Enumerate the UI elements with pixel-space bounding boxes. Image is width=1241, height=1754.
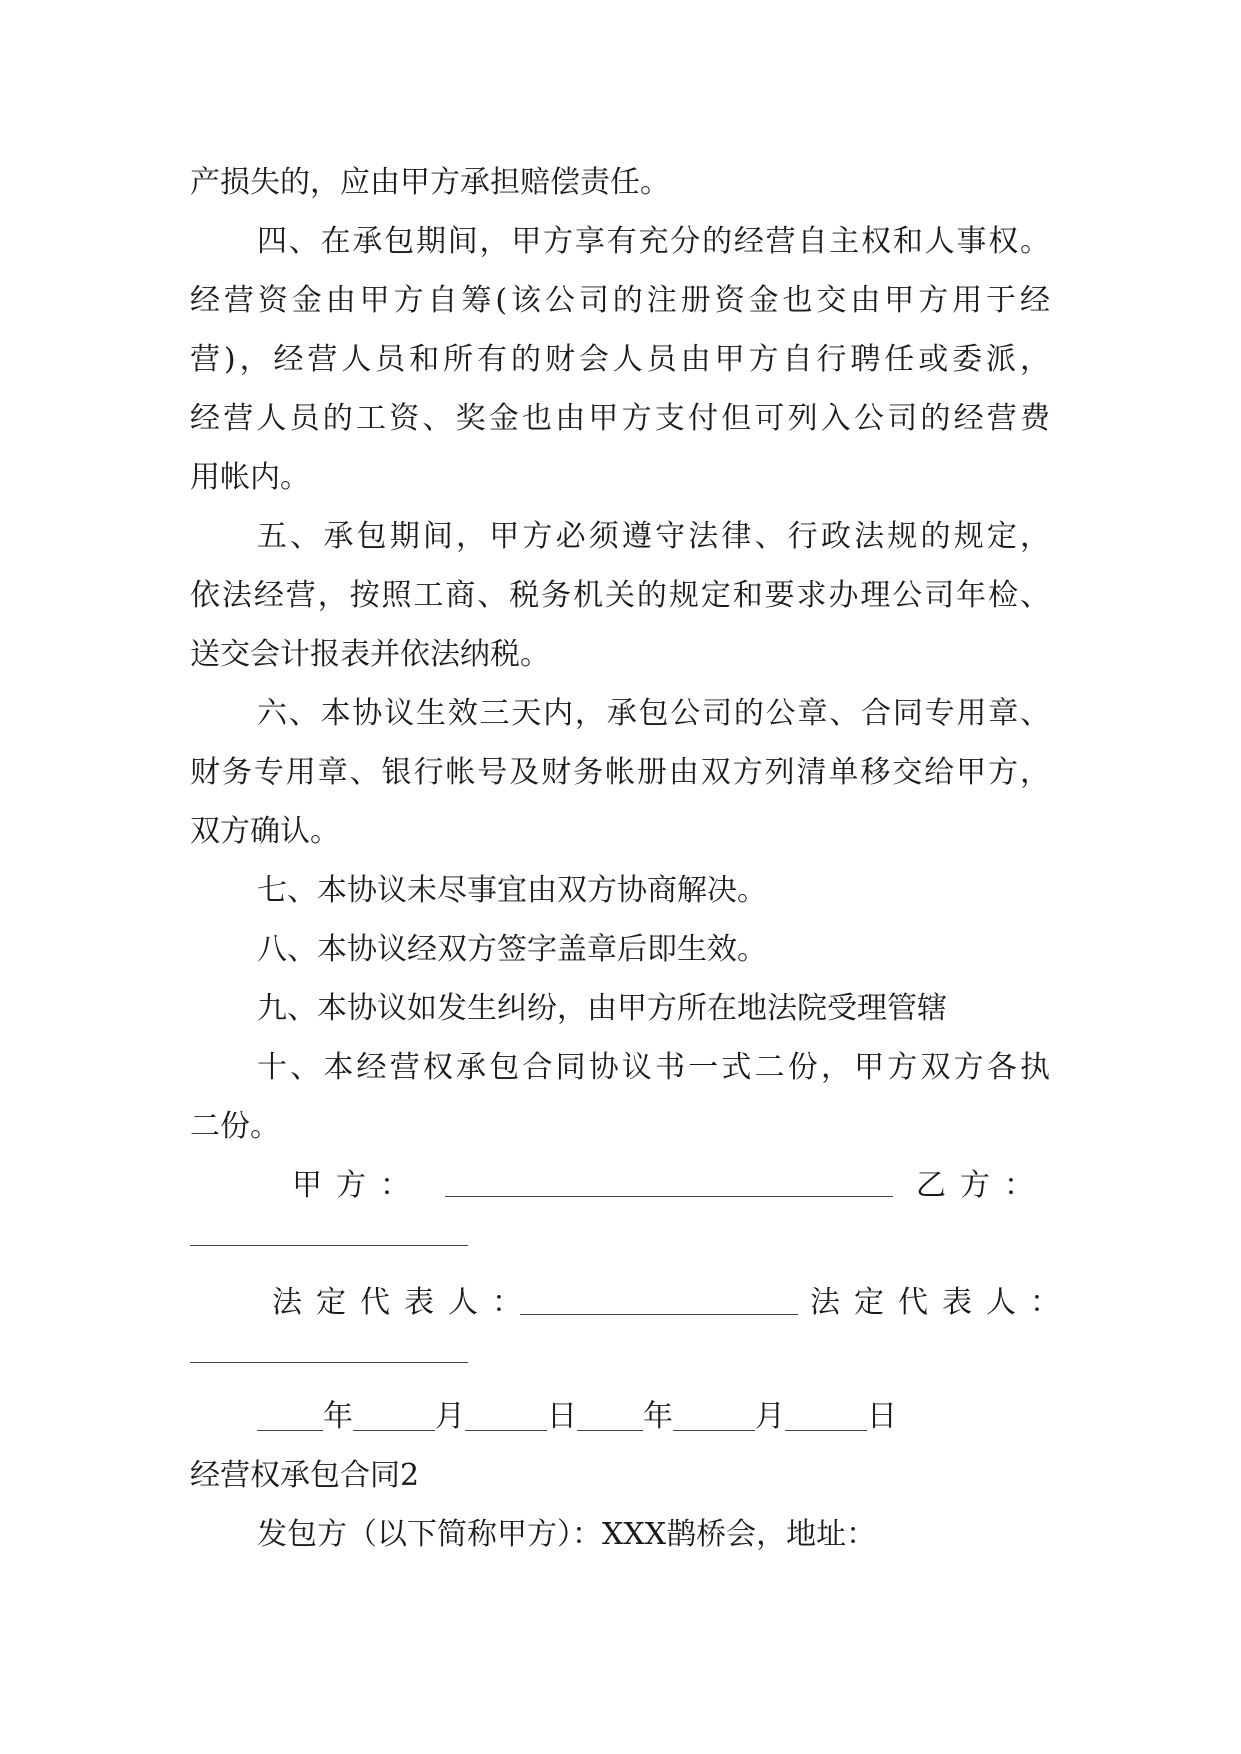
clause-10-line-2: 二份。 [190, 1109, 280, 1144]
clause-5-line-2: 依法经营，按照工商、税务机关的规定和要求办理公司年检、 [190, 578, 1050, 613]
date-unit: 年 [643, 1399, 673, 1434]
date-unit: 日 [547, 1399, 577, 1434]
date-a-year-blank[interactable] [257, 1400, 323, 1431]
party-b-label: 乙方： [916, 1168, 1048, 1203]
clause-4-line-3: 营)，经营人员和所有的财会人员由甲方自行聘任或委派， [190, 342, 1050, 377]
clause-4-line-5: 用帐内。 [190, 460, 310, 495]
clause-7: 七、本协议未尽事宜由双方协商解决。 [257, 873, 767, 908]
contract-2-first-line: 发包方（以下简称甲方）：XXX鹊桥会，地址： [257, 1517, 877, 1552]
date-b-day-blank[interactable] [785, 1400, 867, 1431]
clause-5-line-1: 五、承包期间，甲方必须遵守法律、行政法规的规定， [257, 519, 1050, 554]
party-a-label: 甲方： [292, 1168, 424, 1203]
party-a-signature-line[interactable] [445, 1196, 893, 1197]
date-unit: 年 [323, 1399, 353, 1434]
contract-2-title: 经营权承包合同2 [190, 1458, 420, 1493]
clause-3-end: 产损失的，应由甲方承担赔偿责任。 [190, 165, 670, 200]
rep-a-label: 法定代表人： [272, 1285, 536, 1320]
clause-8: 八、本协议经双方签字盖章后即生效。 [257, 932, 767, 967]
clause-4-line-2: 经营资金由甲方自筹(该公司的注册资金也交由甲方用于经 [190, 283, 1050, 318]
date-a-day-blank[interactable] [465, 1400, 547, 1431]
party-b-signature-line[interactable] [190, 1245, 468, 1246]
date-unit: 月 [435, 1399, 465, 1434]
clause-6-line-1: 六、本协议生效三天内，承包公司的公章、合同专用章、 [257, 696, 1050, 731]
rep-b-signature-line[interactable] [190, 1362, 468, 1363]
rep-b-label: 法定代表人： [810, 1285, 1074, 1320]
date-b-year-blank[interactable] [577, 1400, 643, 1431]
date-unit: 月 [755, 1399, 785, 1434]
clause-10-line-1: 十、本经营权承包合同协议书一式二份，甲方双方各执 [257, 1050, 1050, 1085]
clause-4-line-1: 四、在承包期间，甲方享有充分的经营自主权和人事权。 [257, 224, 1050, 259]
clause-4-line-4: 经营人员的工资、奖金也由甲方支付但可列入公司的经营费 [190, 401, 1050, 436]
date-unit: 日 [867, 1399, 897, 1434]
rep-a-signature-line[interactable] [520, 1314, 798, 1315]
date-row [257, 1397, 897, 1437]
date-a-month-blank[interactable] [353, 1400, 435, 1431]
clause-6-line-3: 双方确认。 [190, 814, 340, 849]
clause-5-line-3: 送交会计报表并依法纳税。 [190, 637, 550, 672]
date-b-month-blank[interactable] [673, 1400, 755, 1431]
clause-6-line-2: 财务专用章、银行帐号及财务帐册由双方列清单移交给甲方， [190, 755, 1050, 790]
clause-9: 九、本协议如发生纠纷，由甲方所在地法院受理管辖 [257, 991, 947, 1026]
